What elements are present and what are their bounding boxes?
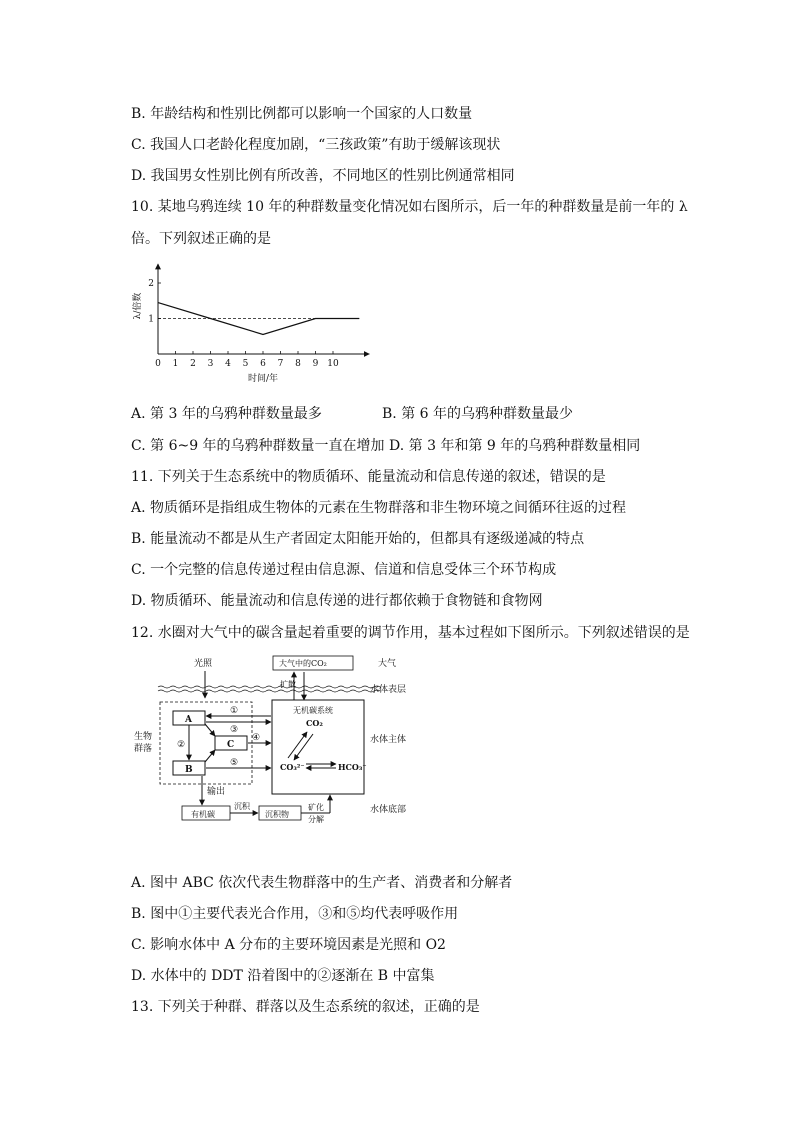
x-tick-label: 3	[207, 359, 214, 369]
q10-option-c: C. 第 6~9 年的乌鸦种群数量一直在增加	[131, 438, 385, 454]
sedimentation-label: 沉积	[234, 802, 250, 811]
q12-option-c: C. 影响水体中 A 分布的主要环境因素是光照和 O2	[131, 937, 446, 953]
y-tick-label: 2	[148, 279, 154, 289]
q11-option-b: B. 能量流动不都是从生产者固定太阳能开始的，但都具有逐级递减的特点	[131, 531, 585, 547]
q10-stem-line-1: 10. 某地乌鸦连续 10 年的种群数量变化情况如右图所示，后一年的种群数量是前一年的 λ	[131, 199, 688, 215]
q10-options-cd	[131, 437, 640, 455]
x-tick-label: 6	[260, 359, 266, 369]
x-tick-label: 10	[327, 359, 339, 369]
x-tick-label: 0	[155, 359, 161, 369]
x-tick-label: 1	[172, 359, 179, 369]
q9-option-d: D. 我国男女性别比例有所改善，不同地区的性别比例通常相同	[131, 168, 515, 184]
x-tick-label: 2	[190, 359, 196, 369]
organic-carbon-label: 有机碳	[191, 810, 215, 819]
y-axis-label: λ/倍数	[133, 292, 143, 320]
q11-option-a: A. 物质循环是指组成生物体的元素在生物群落和非生物环境之间循环往返的过程	[131, 500, 627, 516]
label-2: ②	[177, 740, 186, 750]
mineralization-label-2: 分解	[308, 815, 324, 824]
q13-stem: 13. 下列关于种群、群落以及生态系统的叙述，正确的是	[131, 999, 480, 1015]
q10-option-d: D. 第 3 年和第 9 年的乌鸦种群数量相同	[389, 438, 641, 454]
community-label-2: 群落	[134, 744, 153, 754]
water-bottom-label: 水体底部	[370, 805, 407, 815]
q12-option-a: A. 图中 ABC 依次代表生物群落中的生产者、消费者和分解者	[131, 875, 513, 891]
water-surface-line	[158, 686, 380, 688]
output-label: 输出	[207, 787, 226, 797]
q10-option-b: B. 第 6 年的乌鸦种群数量最少	[382, 406, 573, 422]
x-tick-label: 7	[277, 359, 284, 369]
water-main-label: 水体主体	[370, 735, 407, 745]
y-tick-label: 1	[148, 314, 154, 325]
node-c-label: C	[227, 740, 235, 750]
carbon-cycle-diagram	[130, 650, 430, 830]
q12-option-b: B. 图中①主要代表光合作用，③和⑤均代表呼吸作用	[131, 906, 459, 922]
mineralization-label-1: 矿化	[308, 803, 324, 812]
label-3: ③	[230, 725, 239, 735]
co2-label: CO₂	[306, 718, 323, 728]
q12-stem: 12. 水圈对大气中的碳含量起着重要的调节作用，基本过程如下图所示。下列叙述错误的是	[131, 625, 690, 641]
q11-option-d: D. 物质循环、能量流动和信息传递的进行都依赖于食物链和食物网	[131, 593, 543, 609]
community-boundary	[160, 702, 252, 784]
q11-stem: 11. 下列关于生态系统中的物质循环、能量流动和信息传递的叙述，错误的是	[131, 469, 606, 485]
q10-stem-line-2: 倍。下列叙述正确的是	[131, 231, 271, 247]
carbonate-label: CO₃²⁻	[280, 762, 305, 772]
label-4: ④	[252, 733, 261, 743]
x-tick-label: 5	[242, 359, 249, 369]
lambda-chart	[128, 258, 388, 390]
bicarbonate-label: HCO₃⁻	[338, 762, 367, 772]
x-tick-label: 4	[225, 359, 231, 369]
community-label-1: 生物	[134, 732, 153, 742]
node-b-label: B	[185, 765, 193, 775]
inorganic-carbon-label: 无机碳系统	[293, 706, 333, 715]
sediment-label: 沉积物	[265, 810, 289, 819]
q9-option-b: B. 年龄结构和性别比例都可以影响一个国家的人口数量	[131, 106, 473, 122]
x-tick-label: 8	[295, 359, 301, 369]
label-5: ⑤	[230, 758, 239, 768]
x-axis-label: 时间/年	[247, 374, 279, 384]
q10-option-a: A. 第 3 年的乌鸦种群数量最多	[131, 406, 322, 422]
x-tick-label: 9	[312, 359, 319, 369]
label-1: ①	[230, 706, 239, 716]
light-label: 光照	[194, 659, 213, 669]
atmospheric-co2-label: 大气中的CO₂	[279, 659, 327, 668]
q9-option-c: C. 我国人口老龄化程度加剧，“三孩政策”有助于缓解该现状	[131, 137, 501, 153]
q12-option-d: D. 水体中的 DDT 沿着图中的②逐渐在 B 中富集	[131, 968, 435, 984]
atmosphere-label: 大气	[378, 659, 397, 669]
diffusion-label: 扩散	[280, 680, 296, 689]
node-a-label: A	[185, 715, 192, 725]
q11-option-c: C. 一个完整的信息传递过程由信息源、信道和信息受体三个环节构成	[131, 562, 557, 578]
water-surface-label: 水体表层	[370, 685, 407, 695]
